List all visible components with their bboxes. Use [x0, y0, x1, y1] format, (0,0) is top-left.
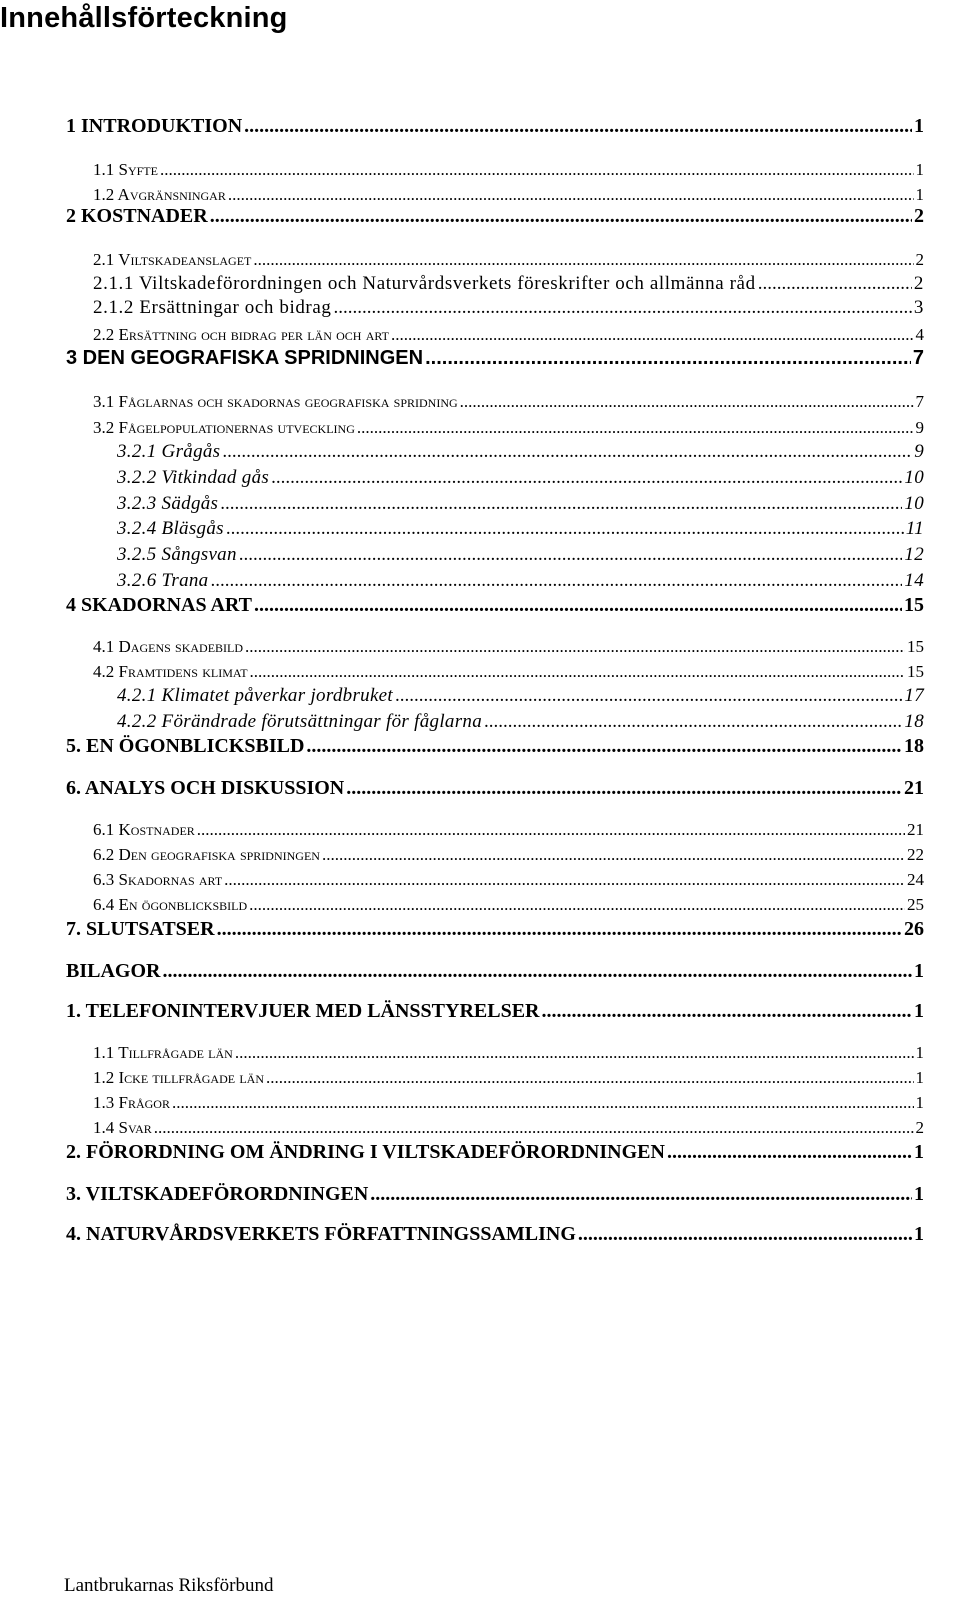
toc-entry-6-4[interactable]: 6.4 En ögonblicksbild ..... 25 — [93, 895, 924, 915]
toc-entry-1-1[interactable]: 1.1 Syfte ..... 1 — [93, 160, 924, 180]
toc-entry-3-2-6[interactable]: 3.2.6 Trana ..... 14 — [117, 570, 924, 592]
toc-entry-bilaga-3[interactable]: 3. VILTSKADEFÖRORDNINGEN ..... 1 — [66, 1183, 924, 1206]
toc-entry-4-2-2[interactable]: 4.2.2 Förändrade förutsättningar för fåglarna ..... 18 — [117, 711, 924, 733]
toc-entry-2-1-2[interactable]: 2.1.2 Ersättningar och bidrag ..... 3 — [93, 297, 924, 319]
toc-entry-bilaga-1-3[interactable]: 1.3 Frågor ..... 1 — [93, 1093, 924, 1113]
toc-entry-3-2[interactable]: 3.2 Fågelpopulationernas utveckling ..... 9 — [93, 418, 924, 438]
toc-entry-6-3[interactable]: 6.3 Skadornas art ..... 24 — [93, 870, 924, 890]
toc-entry-bilagor[interactable]: BILAGOR ..... 1 — [66, 960, 924, 983]
toc-entry-2-1-1[interactable]: 2.1.1 Viltskadeförordningen och Naturvårdsverkets föreskrifter och allmänna råd ..... 2 — [93, 273, 924, 295]
toc-entry-bilaga-1-4[interactable]: 1.4 Svar ..... 2 — [93, 1118, 924, 1138]
toc-entry-5[interactable]: 5. EN ÖGONBLICKSBILD ..... 18 — [66, 735, 924, 758]
toc-entry-6-2[interactable]: 6.2 Den geografiska spridningen ..... 22 — [93, 845, 924, 865]
toc-entry-3-2-4[interactable]: 3.2.4 Bläsgås ..... 11 — [117, 518, 924, 540]
toc-entry-4[interactable]: 4 SKADORNAS ART ..... 15 — [66, 594, 924, 617]
toc-entry-3[interactable]: 3 DEN GEOGRAFISKA SPRIDNINGEN ..... 7 — [66, 347, 924, 370]
toc-entry-bilaga-4[interactable]: 4. NATURVÅRDSVERKETS FÖRFATTNINGSSAMLING ..... 1 — [66, 1223, 924, 1246]
toc-entry-3-2-1[interactable]: 3.2.1 Grågås ..... 9 — [117, 441, 924, 463]
toc-entry-6-1[interactable]: 6.1 Kostnader ..... 21 — [93, 820, 924, 840]
toc-entry-7[interactable]: 7. SLUTSATSER ..... 26 — [66, 918, 924, 941]
toc-entry-1-2[interactable]: 1.2 Avgränsningar ..... 1 — [93, 185, 924, 205]
toc-entry-bilaga-1[interactable]: 1. TELEFONINTERVJUER MED LÄNSSTYRELSER ..... 1 — [66, 1000, 924, 1023]
toc-entry-3-2-3[interactable]: 3.2.3 Sädgås ..... 10 — [117, 493, 924, 515]
toc-entry-3-1[interactable]: 3.1 Fåglarnas och skadornas geografiska spridning ..... 7 — [93, 392, 924, 412]
toc-entry-3-2-2[interactable]: 3.2.2 Vitkindad gås ..... 10 — [117, 467, 924, 489]
toc-entry-6[interactable]: 6. ANALYS OCH DISKUSSION ..... 21 — [66, 777, 924, 800]
toc-entry-bilaga-2[interactable]: 2. FÖRORDNING OM ÄNDRING I VILTSKADEFÖRORDNINGEN ..... 1 — [66, 1141, 924, 1164]
toc-entry-2-2[interactable]: 2.2 Ersättning och bidrag per län och art ..... 4 — [93, 325, 924, 345]
toc-entry-4-1[interactable]: 4.1 Dagens skadebild ..... 15 — [93, 637, 924, 657]
toc-entry-2[interactable]: 2 KOSTNADER ..... 2 — [66, 205, 924, 228]
toc-entry-1[interactable]: 1 INTRODUKTION ..... 1 — [66, 115, 924, 138]
toc-entry-4-2-1[interactable]: 4.2.1 Klimatet påverkar jordbruket ..... 17 — [117, 685, 924, 707]
page-title: Innehållsförteckning — [0, 2, 288, 34]
footer-organization: Lantbrukarnas Riksförbund — [64, 1575, 274, 1596]
toc-entry-4-2[interactable]: 4.2 Framtidens klimat ..... 15 — [93, 662, 924, 682]
toc-entry-2-1[interactable]: 2.1 Viltskadeanslaget ..... 2 — [93, 250, 924, 270]
toc-entry-bilaga-1-1[interactable]: 1.1 Tillfrågade län ..... 1 — [93, 1043, 924, 1063]
toc-entry-bilaga-1-2[interactable]: 1.2 Icke tillfrågade län ..... 1 — [93, 1068, 924, 1088]
toc-entry-3-2-5[interactable]: 3.2.5 Sångsvan ..... 12 — [117, 544, 924, 566]
